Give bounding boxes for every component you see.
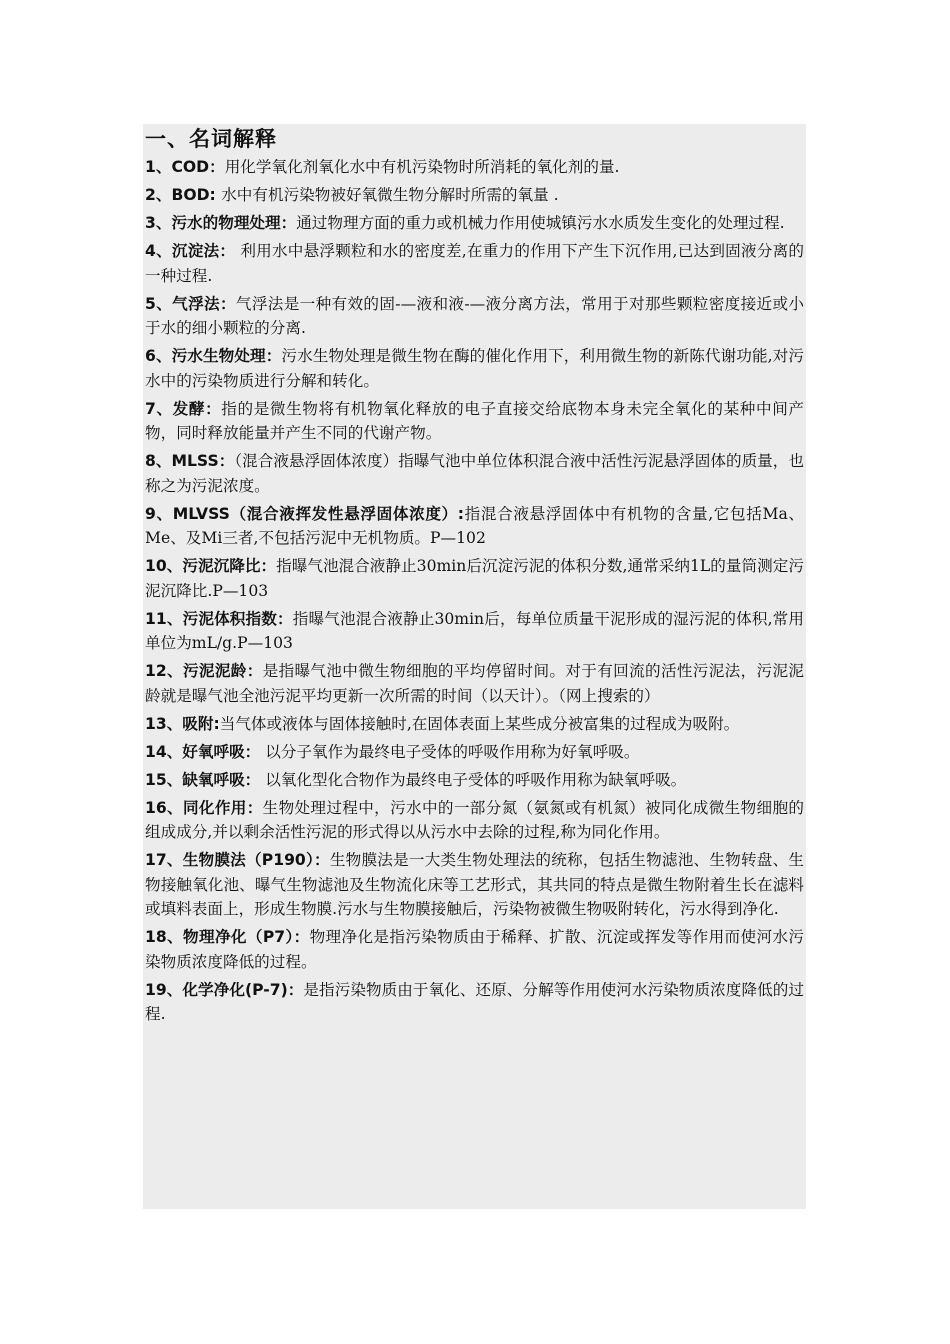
term-definition: 指的是微生物将有机物氧化释放的电子直接交给底物本身未完全氧化的某种中间产物，同时释放能量并产生不同的代谢产物。	[145, 399, 804, 442]
term-definition: 以分子氧作为最终电子受体的呼吸作用称为好氧呼吸。	[260, 742, 640, 761]
term-definition: 指曝气池混合液静止30min后，每单位质量干泥形成的湿污泥的体积,常用单位为mL/g.P—103	[145, 609, 805, 652]
term-label: 13、吸附:	[145, 714, 220, 733]
term-entry	[145, 740, 804, 765]
term-definition: 是指污染物质由于氧化、还原、分解等作用使河水污染物质浓度降低的过程.	[145, 980, 804, 1023]
term-definition: 气浮法是一种有效的固-—液和液-—液分离方法，常用于对那些颗粒密度接近或小于水的细小颗粒的分离.	[145, 294, 804, 337]
term-definition: 污水生物处理是微生物在酶的催化作用下，利用微生物的新陈代谢功能,对污水中的污染物质进行分解和转化。	[145, 347, 804, 390]
term-definition: 物理净化是指污染物质由于稀释、扩散、沉淀或挥发等作用而使河水污染物质浓度降低的过程。	[145, 928, 804, 971]
term-entry	[145, 768, 804, 793]
term-label: 4、沉淀法：	[145, 242, 236, 260]
term-definition: 是指曝气池中微生物细胞的平均停留时间。对于有回流的活性污泥法，污泥泥龄就是曝气池全池污泥平均更新一次所需的时间（以天计）。（网上搜索的）	[145, 662, 804, 705]
term-label: 8、MLSS：	[145, 452, 235, 470]
term-label: 10、污泥沉降比：	[145, 557, 277, 575]
term-definition: 当气体或液体与固体接触时,在固体表面上某些成分被富集的过程成为吸附。	[219, 714, 740, 733]
term-label: 11、污泥体积指数：	[145, 609, 293, 628]
term-label: 16、同化作用：	[145, 798, 263, 817]
term-definition: 通过物理方面的重力或机械力作用使城镇污水水质发生变化的处理过程.	[296, 214, 785, 232]
term-entry	[145, 554, 804, 603]
term-label: 2、BOD:	[145, 186, 222, 204]
term-definition: （混合液悬浮固体浓度）指曝气池中单位体积混合液中活性污泥悬浮固体的质量，也称之为污泥浓度。	[145, 452, 804, 495]
term-entry	[145, 397, 804, 446]
term-label: 14、好氧呼吸：	[145, 742, 261, 761]
term-label: 5、气浮法：	[145, 294, 236, 313]
term-entry	[145, 607, 804, 656]
term-label: 9、MLVSS（混合液挥发性悬浮固体浓度）:	[145, 504, 465, 523]
term-entry	[145, 848, 804, 922]
term-label: 18、物理净化（P7）：	[145, 928, 310, 946]
term-label: 6、污水生物处理：	[145, 347, 282, 365]
section-heading: 一、名词解释	[145, 127, 277, 151]
term-entry	[145, 925, 804, 974]
term-label: 12、污泥泥龄：	[145, 662, 263, 680]
document-page	[143, 124, 806, 1209]
term-entry	[145, 502, 804, 551]
term-entry	[145, 796, 804, 845]
term-entry	[145, 183, 804, 208]
term-entry	[145, 978, 804, 1027]
term-entry	[145, 292, 804, 341]
term-entry	[145, 712, 804, 737]
term-entry	[145, 344, 804, 393]
term-label: 1、COD：	[145, 158, 225, 176]
term-definition: 生物处理过程中，污水中的一部分氮（氨氮或有机氮）被同化成微生物细胞的组成成分,并以剩余活性污泥的形式得以从污水中去除的过程,称为同化作用。	[145, 798, 804, 841]
term-definition: 以氧化型化合物作为最终电子受体的呼吸作用称为缺氧呼吸。	[260, 770, 687, 789]
term-definition: 用化学氧化剂氧化水中有机污染物时所消耗的氧化剂的量.	[224, 158, 620, 176]
term-label: 3、污水的物理处理：	[145, 214, 297, 232]
term-entry	[145, 211, 804, 236]
term-definition: 利用水中悬浮颗粒和水的密度差,在重力的作用下产生下沉作用,已达到固液分离的一种过程.	[145, 242, 804, 285]
term-entry	[145, 155, 804, 180]
term-definition: 生物膜法是一大类生物处理法的统称，包括生物滤池、生物转盘、生物接触氧化池、曝气生物滤池及生物流化床等工艺形式，其共同的特点是微生物附着生长在滤料或填料表面上，形成生物膜.污水与生物膜接触后，污染物被微生物吸附转化，污水得到净化.	[145, 851, 804, 918]
term-definition: 指混合液悬浮固体中有机物的含量,它包括Ma、Me、及Mi三者,不包括污泥中无机物质。P—102	[145, 504, 804, 547]
term-definition: 指曝气池混合液静止30min后沉淀污泥的体积分数,通常采纳1L的量筒测定污泥沉降比.P—103	[145, 557, 804, 600]
term-label: 19、化学净化(P-7)：	[145, 980, 304, 999]
term-label: 15、缺氧呼吸：	[145, 770, 261, 789]
term-entry	[145, 659, 804, 708]
term-label: 17、生物膜法（P190）：	[145, 851, 330, 869]
term-entry	[145, 449, 804, 498]
term-entry	[145, 239, 804, 288]
term-label: 7、发酵：	[145, 399, 222, 418]
term-definition: 水中有机污染物被好氧微生物分解时所需的氧量 .	[221, 186, 559, 204]
